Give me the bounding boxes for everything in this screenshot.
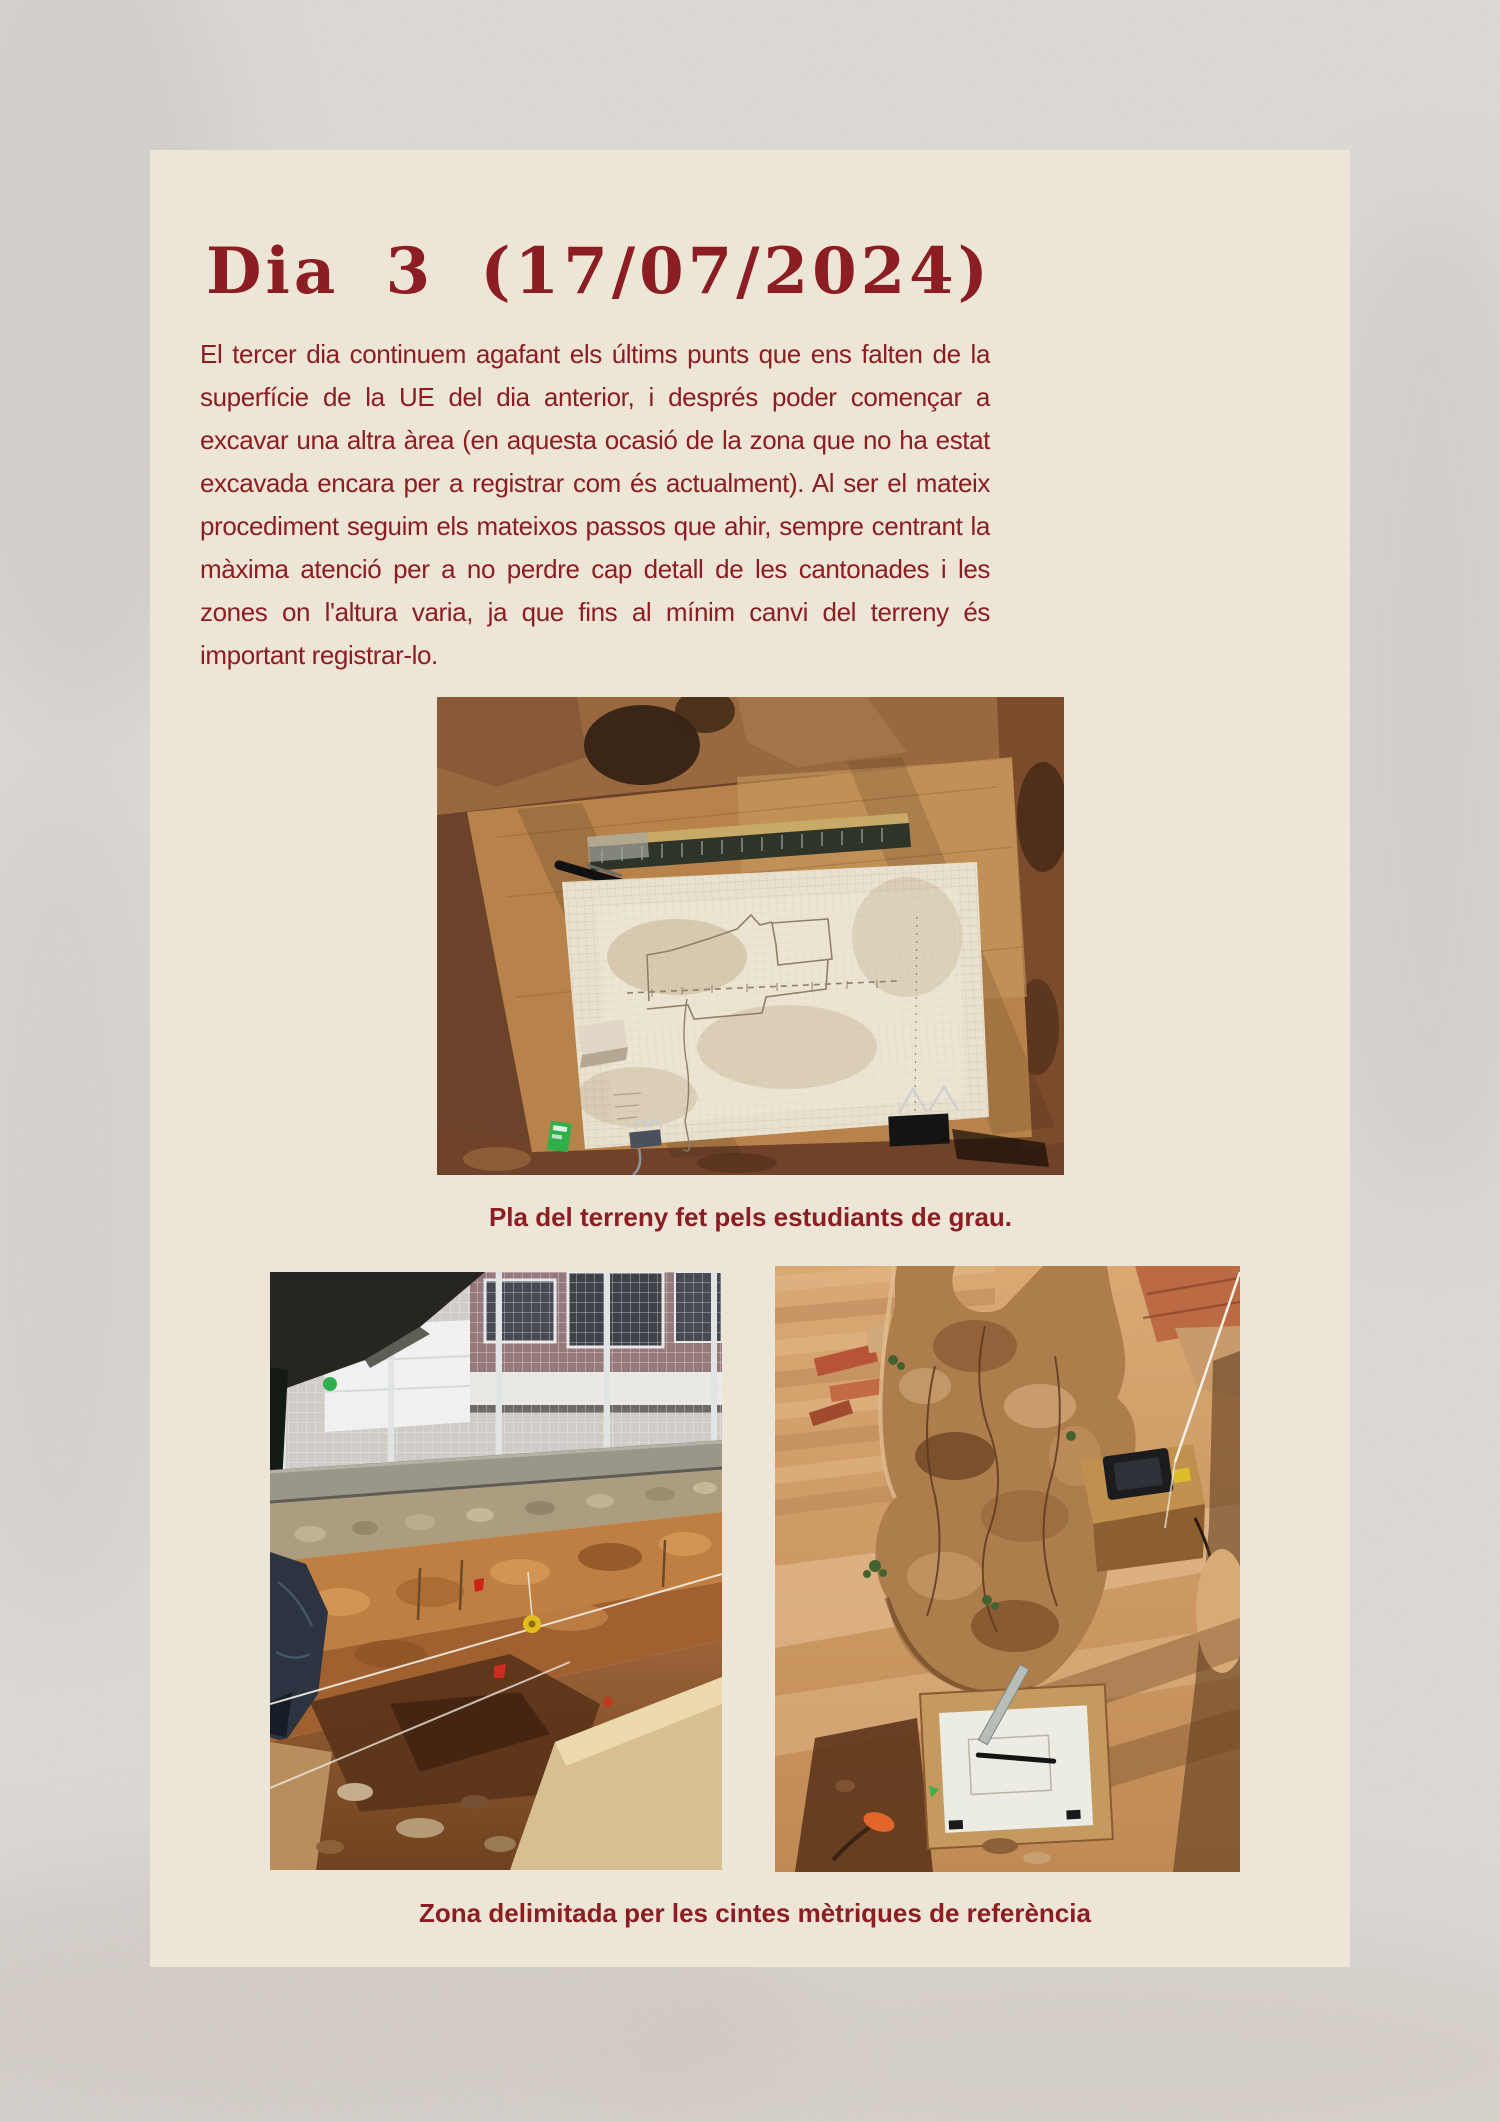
excavation-photos-caption: Zona delimitada per les cintes mètriques de referència [419,1898,1091,1928]
plan-photo-caption: Pla del terreny fet pels estudiants de grau. [488,1202,1013,1232]
plan-photo-image [437,697,1064,1175]
entry-title: Dia 3 (17/07/2024) [206,234,992,309]
rock-photo-figure [775,1266,1240,1872]
trench-photo-figure [270,1272,722,1870]
trench-photo-image [270,1272,722,1870]
plan-photo-figure [437,697,1064,1175]
entry-body-paragraph: El tercer dia continuem agafant els últims punts que ens falten de la superfície de la UE del dia anterior, i després poder començar a excavar una altra àrea (en aquesta ocasió de la zona que no ha estat excavada encara per a registrar com és actualment). Al ser el mateix procediment seguim els mateixos passos que ahir, sempre centrant la màxima atenció per a no perdre cap detall de les cantonades i les zones on l'altura varia, ja que fins al mínim canvi del terreny és important registrar-lo. [200,339,990,670]
rock-photo-image [775,1266,1240,1872]
